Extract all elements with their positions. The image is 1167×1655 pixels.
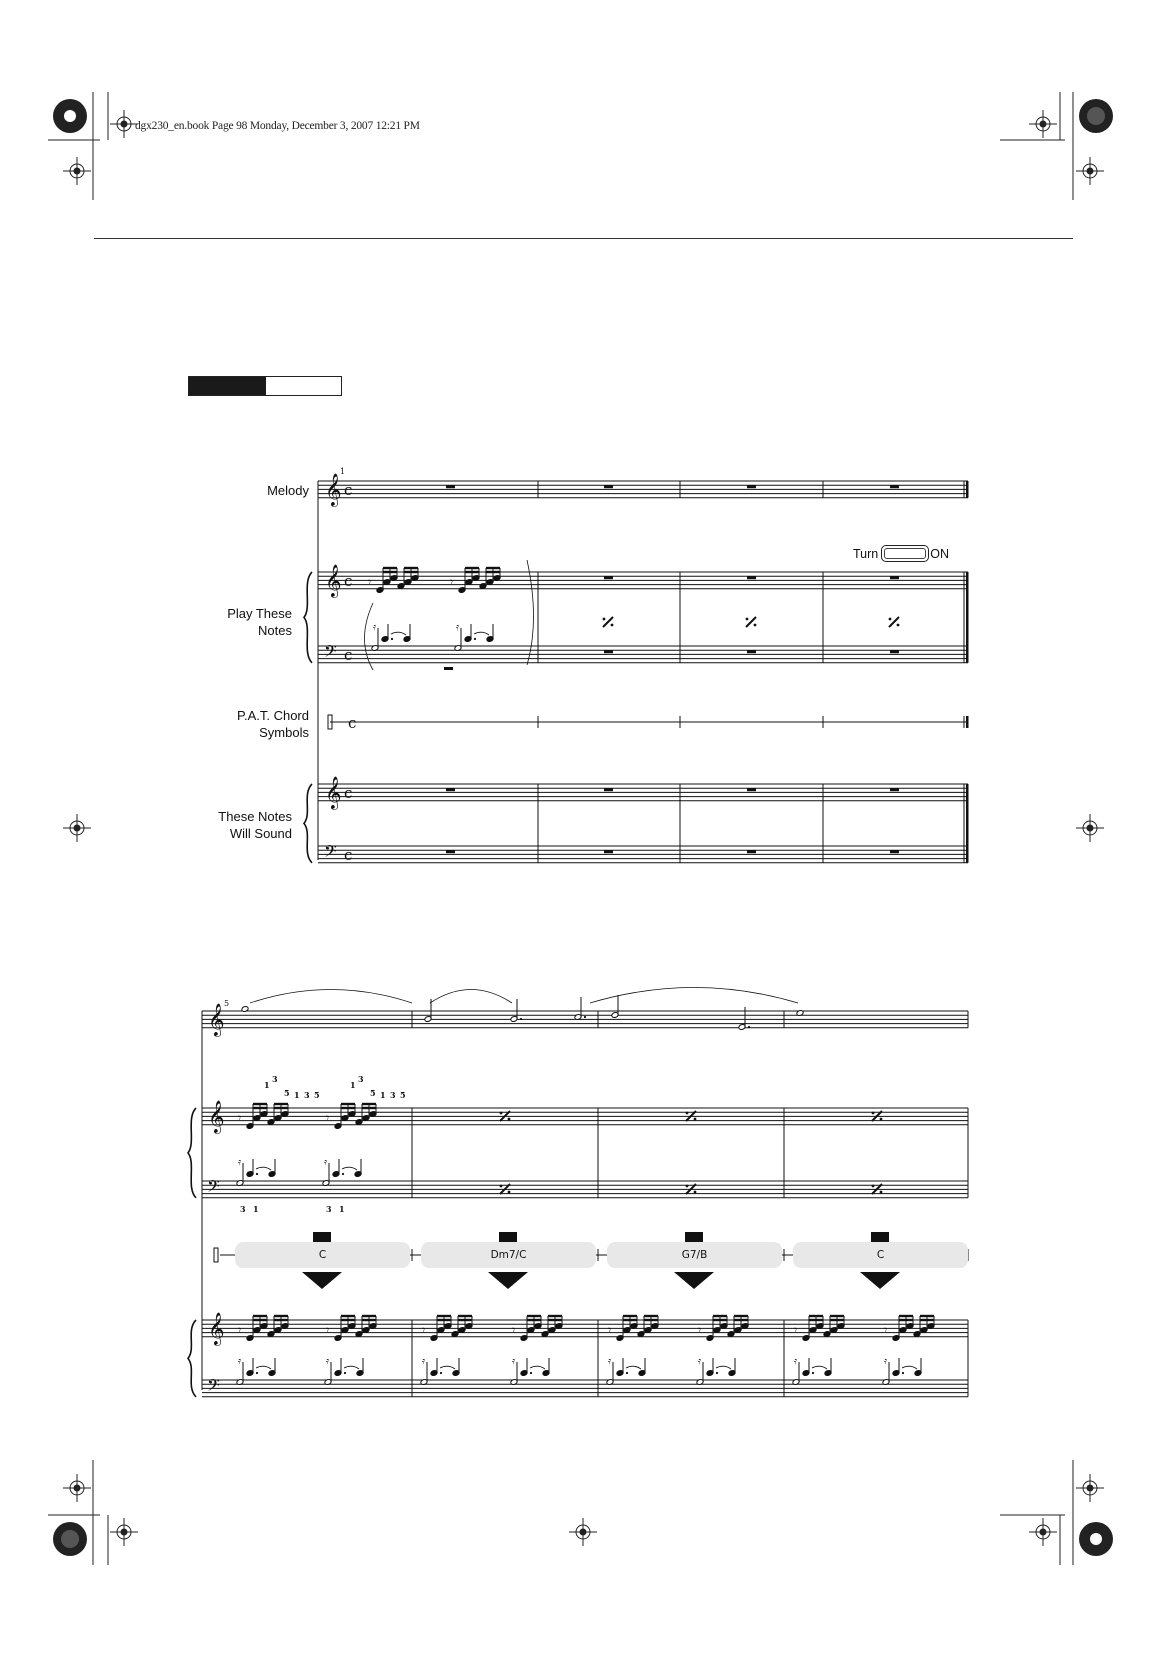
- fingering-rh: 3: [390, 1090, 396, 1100]
- sixteenth-rest: 𝄿: [373, 622, 377, 633]
- fingering-rh: 1: [350, 1080, 356, 1090]
- eighth-rest: 𝄾: [238, 1111, 242, 1125]
- sixteenth-rest: 𝄿: [422, 1356, 426, 1367]
- label-sound-notes-line1: These Notes: [218, 809, 292, 824]
- eighth-rest: 𝄾: [608, 1323, 612, 1337]
- chord-symbol-2: Dm7/C: [421, 1242, 596, 1268]
- on-label: ON: [930, 546, 949, 561]
- sixteenth-rest: 𝄿: [794, 1356, 798, 1367]
- print-header: dgx230_en.book Page 98 Monday, December 3, 2007 12:21 PM: [135, 120, 420, 132]
- time-signature: c: [344, 846, 353, 864]
- tie: [716, 1366, 731, 1369]
- dot: [256, 1173, 258, 1175]
- turn-label: Turn: [853, 546, 879, 561]
- bass-clef: 𝄢: [207, 1176, 220, 1200]
- dot: [520, 1018, 522, 1020]
- eighth-rest: 𝄾: [450, 575, 454, 589]
- label-sound-notes-line2: Will Sound: [229, 826, 292, 841]
- fingering-rh: 1: [380, 1090, 386, 1100]
- tie: [344, 1366, 359, 1369]
- chord-symbol-3: G7/B: [607, 1242, 782, 1268]
- bass-clef: 𝄢: [324, 841, 337, 865]
- dot: [440, 1372, 442, 1374]
- sound-rh-staff-2: [202, 1320, 968, 1337]
- treble-clef: 𝄞: [208, 1003, 225, 1036]
- fingering-lh: 3: [326, 1204, 332, 1214]
- chord-symbol-1: C: [235, 1242, 410, 1268]
- fingering-rh: 1: [294, 1090, 300, 1100]
- measure-number-5: 5: [224, 999, 230, 1008]
- sixteenth-rest: 𝄿: [884, 1356, 888, 1367]
- tie: [626, 1366, 641, 1369]
- fingering-rh: 3: [272, 1074, 278, 1084]
- tie: [256, 1167, 271, 1170]
- fingering-rh: 5: [400, 1090, 406, 1100]
- time-signature: c: [344, 481, 353, 499]
- percussion-clef: [214, 1248, 218, 1262]
- eighth-rest: 𝄾: [698, 1323, 702, 1337]
- dot: [584, 1016, 586, 1018]
- eighth-rest: 𝄾: [326, 1111, 330, 1125]
- brace: [188, 1320, 196, 1397]
- eighth-rest: 𝄾: [422, 1323, 426, 1337]
- eighth-rest: 𝄾: [326, 1323, 330, 1337]
- sound-lh-staff-2: [202, 1380, 968, 1397]
- sixteenth-rest: 𝄿: [326, 1356, 330, 1367]
- dot: [626, 1372, 628, 1374]
- dot: [812, 1372, 814, 1374]
- tie: [902, 1366, 917, 1369]
- time-signature: c: [344, 572, 353, 590]
- brace: [188, 1108, 196, 1198]
- fingering-lh: 1: [339, 1204, 345, 1214]
- fingering-rh: 3: [304, 1090, 310, 1100]
- tie: [530, 1366, 545, 1369]
- lh-figure-3: [236, 1157, 276, 1186]
- dot: [902, 1372, 904, 1374]
- eighth-rest: 𝄾: [512, 1323, 516, 1337]
- time-signature: c: [348, 714, 357, 732]
- dot: [344, 1372, 346, 1374]
- lh-result-3-1: [606, 1356, 646, 1385]
- eighth-rest: 𝄾: [884, 1323, 888, 1337]
- fingering-rh: 5: [314, 1090, 320, 1100]
- slur: [590, 988, 798, 1004]
- lh-result-3-2: [696, 1356, 736, 1385]
- melody-staff-2: [202, 1011, 968, 1028]
- fingering-rh: 5: [284, 1088, 290, 1098]
- sixteenth-rest: 𝄿: [324, 1157, 328, 1168]
- tie: [342, 1167, 357, 1170]
- label-pat-chord-line2: Symbols: [259, 725, 309, 740]
- fingering-lh: 1: [253, 1204, 259, 1214]
- chord-symbol-4: C: [793, 1242, 968, 1268]
- fingering-lh: 3: [240, 1204, 246, 1214]
- time-signature: c: [344, 646, 353, 664]
- fingering-rh: 5: [370, 1088, 376, 1098]
- fingering-rh: 1: [264, 1080, 270, 1090]
- dot: [748, 1026, 750, 1028]
- sixteenth-rest: 𝄿: [456, 622, 460, 633]
- measure-number-1: 1: [340, 467, 346, 476]
- tie: [256, 1366, 271, 1369]
- lh-result-2-1: [420, 1356, 460, 1385]
- eighth-rest: 𝄾: [238, 1323, 242, 1337]
- play-lh-staff-2: [202, 1181, 968, 1198]
- label-pat-chord-line1: P.A.T. Chord: [236, 708, 309, 723]
- label-play-notes-line1: Play These: [227, 606, 292, 621]
- treble-clef: 𝄞: [208, 1100, 225, 1133]
- slur: [250, 990, 412, 1004]
- slur: [430, 990, 512, 1004]
- lh-result-2-2: [510, 1356, 550, 1385]
- sixteenth-rest: 𝄿: [512, 1356, 516, 1367]
- sixteenth-rest: 𝄿: [698, 1356, 702, 1367]
- treble-clef: 𝄞: [325, 564, 342, 597]
- lh-result-1-2: [324, 1356, 364, 1385]
- lh-result-1-1: [236, 1356, 276, 1385]
- lh-result-4-2: [882, 1356, 922, 1385]
- sixteenth-rest: 𝄿: [238, 1356, 242, 1367]
- sixteenth-rest: 𝄿: [238, 1157, 242, 1168]
- dot: [716, 1372, 718, 1374]
- time-signature: c: [344, 784, 353, 802]
- fingering-rh: 3: [358, 1074, 364, 1084]
- tie: [812, 1366, 827, 1369]
- label-melody: Melody: [267, 483, 309, 498]
- dot: [342, 1173, 344, 1175]
- label-play-notes-line2: Notes: [258, 623, 292, 638]
- bass-clef: 𝄢: [207, 1375, 220, 1399]
- eighth-rest: 𝄾: [794, 1323, 798, 1337]
- dot: [256, 1372, 258, 1374]
- lh-figure-4: [322, 1157, 362, 1186]
- dot: [530, 1372, 532, 1374]
- treble-clef: 𝄞: [325, 776, 342, 809]
- treble-clef: 𝄞: [208, 1312, 225, 1345]
- lh-result-4-1: [792, 1356, 832, 1385]
- treble-clef: 𝄞: [325, 473, 342, 506]
- tie: [440, 1366, 455, 1369]
- play-rh-staff-2: [202, 1108, 968, 1125]
- eighth-rest: 𝄾: [368, 575, 372, 589]
- bass-clef: 𝄢: [324, 641, 337, 665]
- sixteenth-rest: 𝄿: [608, 1356, 612, 1367]
